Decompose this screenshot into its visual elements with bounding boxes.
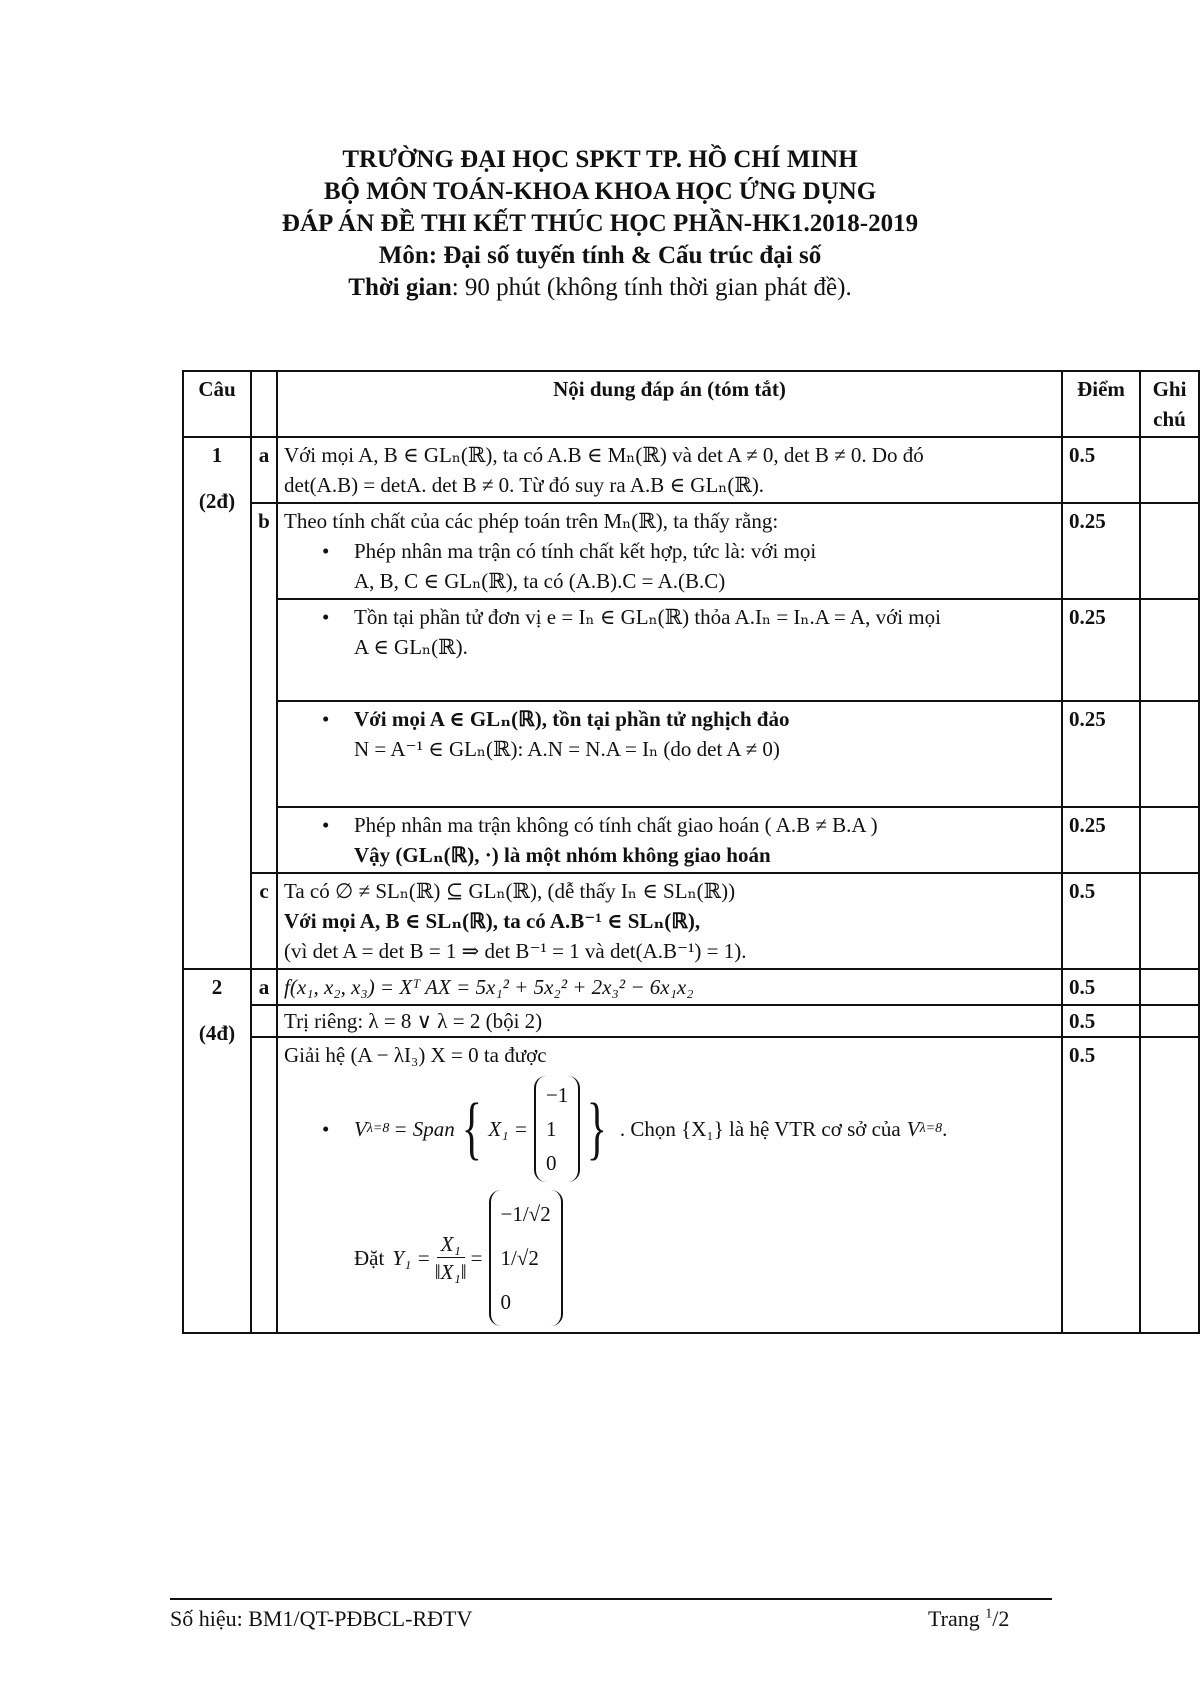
q2-eig-part bbox=[251, 1005, 277, 1037]
y1-definition bbox=[284, 1190, 1055, 1326]
q1a-label: a bbox=[251, 437, 277, 503]
q2-solve-note bbox=[1140, 1037, 1199, 1333]
q1-number: 1 bbox=[211, 443, 223, 467]
q2-eigen-content: Trị riêng: λ = 8 ∨ λ = 2 (bội 2) bbox=[277, 1005, 1062, 1037]
table-row bbox=[183, 437, 1199, 503]
v-subscript: λ=8 bbox=[366, 1121, 390, 1136]
q1b1-line2: A, B, C ∈ GLₙ(ℝ), ta có (A.B).C = A.(B.C) bbox=[354, 569, 726, 593]
q1c-line1: Ta có ∅ ≠ SLₙ(ℝ) ⊆ GLₙ(ℝ), (dễ thấy Iₙ ∈ SLₙ(ℝ)) bbox=[284, 879, 736, 903]
footer-divider bbox=[170, 1598, 1052, 1600]
q1b1-note bbox=[1140, 503, 1199, 599]
q1c-note bbox=[1140, 873, 1199, 969]
dat-label: Đặt bbox=[354, 1246, 385, 1270]
q1b1-score: 0.25 bbox=[1062, 503, 1140, 599]
time-line bbox=[0, 272, 1200, 304]
q2a-note bbox=[1140, 969, 1199, 1005]
q1b4-line2: Vậy (GLₙ(ℝ), ·) là một nhóm không giao hoán bbox=[354, 843, 771, 867]
q1b2-bullet bbox=[284, 602, 1055, 662]
time-label: Thời gian bbox=[348, 274, 452, 301]
q2-solve-score: 0.5 bbox=[1062, 1037, 1140, 1333]
q1b2-content bbox=[277, 599, 1062, 701]
x1-entry-3: 0 bbox=[545, 1151, 557, 1175]
q1b2-line1: Tồn tại phần tử đơn vị e = Iₙ ∈ GLₙ(ℝ) thỏa A.Iₙ = Iₙ.A = A, với mọi bbox=[354, 605, 941, 629]
normalize-fraction bbox=[435, 1231, 467, 1286]
q1b2-note bbox=[1140, 599, 1199, 701]
header-part bbox=[251, 371, 277, 437]
table-row bbox=[183, 873, 1199, 969]
q1b3-bullet bbox=[284, 704, 1055, 764]
x1-entry-1: −1 bbox=[545, 1083, 569, 1107]
v-subscript-2: λ=8 bbox=[919, 1121, 943, 1136]
bullet-icon: • bbox=[322, 1117, 330, 1141]
q2-solve-part bbox=[251, 1037, 277, 1333]
q1c-line3: (vì det A = det B = 1 ⇒ det B⁻¹ = 1 và det(A.B⁻¹) = 1). bbox=[284, 939, 747, 963]
bullet-icon: • bbox=[322, 707, 330, 731]
span-set bbox=[455, 1076, 614, 1182]
y1-vector bbox=[489, 1190, 563, 1326]
table-row bbox=[183, 599, 1199, 701]
q2-solve-intro: Giải hệ (A − λI₃) X = 0 ta được bbox=[284, 1043, 547, 1067]
q1b4-bullet bbox=[284, 810, 1055, 870]
x1-label: X₁ = bbox=[488, 1117, 528, 1141]
q1a-score: 0.5 bbox=[1062, 437, 1140, 503]
header-diem: Điểm bbox=[1062, 371, 1140, 437]
q1b1-line1: Phép nhân ma trận có tính chất kết hợp, tức là: với mọi bbox=[354, 539, 817, 563]
header-cau: Câu bbox=[183, 371, 251, 437]
q1a-line2: det(A.B) = detA. det B ≠ 0. Từ đó suy ra A.B ∈ GLₙ(ℝ). bbox=[284, 473, 765, 497]
q1b4-line1: Phép nhân ma trận không có tính chất giao hoán ( A.B ≠ B.A ) bbox=[354, 813, 878, 837]
q2-span-bullet bbox=[284, 1076, 1055, 1182]
q2-cell bbox=[183, 969, 251, 1333]
q1b1-content bbox=[277, 503, 1062, 599]
q2-eigen-note bbox=[1140, 1005, 1199, 1037]
q2-number: 2 bbox=[211, 975, 223, 999]
school-name: TRƯỜNG ĐẠI HỌC SPKT TP. HỒ CHÍ MINH bbox=[342, 146, 858, 173]
header-noidung: Nội dung đáp án (tóm tắt) bbox=[277, 371, 1062, 437]
q1-cell bbox=[183, 437, 251, 969]
bullet-icon: • bbox=[322, 813, 330, 837]
time-value: : 90 phút (không tính thời gian phát đề). bbox=[451, 274, 852, 301]
document-code: Số hiệu: BM1/QT-PĐBCL-RĐTV bbox=[170, 1606, 473, 1631]
x1-vector bbox=[534, 1076, 580, 1182]
q1a-note bbox=[1140, 437, 1199, 503]
q1b4-score: 0.25 bbox=[1062, 807, 1140, 873]
table-row bbox=[183, 1005, 1199, 1037]
q1b2-score: 0.25 bbox=[1062, 599, 1140, 701]
choose-text: . Chọn {X₁} là hệ VTR cơ sở của bbox=[619, 1117, 901, 1141]
v-symbol-2: V bbox=[906, 1117, 920, 1141]
equals-sign: = bbox=[470, 1246, 483, 1270]
q2a-score: 0.5 bbox=[1062, 969, 1140, 1005]
v-symbol: V bbox=[354, 1117, 367, 1141]
table-row bbox=[183, 1037, 1199, 1333]
header-ghichu: Ghi chú bbox=[1140, 371, 1199, 437]
q1b3-content bbox=[277, 701, 1062, 807]
y1-entry-1: −1/√2 bbox=[500, 1202, 551, 1226]
q1b1-bullet bbox=[284, 536, 1055, 596]
q1c-score: 0.5 bbox=[1062, 873, 1140, 969]
fraction-numerator: X₁ bbox=[437, 1231, 465, 1258]
q1a-content bbox=[277, 437, 1062, 503]
table-row bbox=[183, 701, 1199, 807]
bullet-icon: • bbox=[322, 539, 330, 563]
q2-eigen-score: 0.5 bbox=[1062, 1005, 1140, 1037]
q1b-intro: Theo tính chất của các phép toán trên Mₙ(ℝ), ta thấy rằng: bbox=[284, 509, 779, 533]
q1c-line2: Với mọi A, B ∈ SLₙ(ℝ), ta có A.B⁻¹ ∈ SLₙ(ℝ), bbox=[284, 909, 701, 933]
bullet-icon: • bbox=[322, 605, 330, 629]
table-row bbox=[183, 807, 1199, 873]
document-header bbox=[0, 144, 1200, 304]
q2-points: (4đ) bbox=[198, 1021, 236, 1045]
q1a-line1: Với mọi A, B ∈ GLₙ(ℝ), ta có A.B ∈ Mₙ(ℝ) và det A ≠ 0, det B ≠ 0. Do đó bbox=[284, 443, 924, 467]
q1b4-content bbox=[277, 807, 1062, 873]
q1b3-line1: Với mọi A ∈ GLₙ(ℝ), tồn tại phần tử nghịch đảo bbox=[354, 707, 790, 731]
y1-entry-3: 0 bbox=[500, 1290, 511, 1314]
table-header-row bbox=[183, 371, 1199, 437]
page-number: 1 bbox=[985, 1606, 993, 1622]
page-indicator bbox=[928, 1606, 1009, 1632]
q1-points: (2đ) bbox=[198, 489, 236, 513]
answer-table bbox=[182, 370, 1200, 1334]
q1b3-line2: N = A⁻¹ ∈ GLₙ(ℝ): A.N = N.A = Iₙ (do det A ≠ 0) bbox=[354, 737, 780, 761]
q1b3-score: 0.25 bbox=[1062, 701, 1140, 807]
q1c-label: c bbox=[251, 873, 277, 969]
department-name: BỘ MÔN TOÁN-KHOA KHOA HỌC ỨNG DỤNG bbox=[323, 178, 877, 205]
x1-entry-2: 1 bbox=[545, 1117, 557, 1141]
y1-entry-2: 1/√2 bbox=[500, 1246, 539, 1270]
choose-end: . bbox=[942, 1117, 948, 1141]
page-label: Trang bbox=[928, 1606, 980, 1631]
page-total: /2 bbox=[992, 1606, 1010, 1631]
q1b2-line2: A ∈ GLₙ(ℝ). bbox=[354, 635, 468, 659]
table-row bbox=[183, 969, 1199, 1005]
exam-title: ĐÁP ÁN ĐỀ THI KẾT THÚC HỌC PHẦN-HK1.2018-2019 bbox=[281, 210, 919, 237]
q2-solve-content bbox=[277, 1037, 1062, 1333]
q2a-content: f(x₁, x₂, x₃) = Xᵀ AX = 5x₁² + 5x₂² + 2x₃² − 6x₁x₂ bbox=[277, 969, 1062, 1005]
q2a-label: a bbox=[251, 969, 277, 1005]
q1b3-note bbox=[1140, 701, 1199, 807]
left-brace-icon: { bbox=[461, 1090, 482, 1167]
table-row bbox=[183, 503, 1199, 599]
subject-line: Môn: Đại số tuyến tính & Cấu trúc đại số bbox=[378, 242, 822, 269]
y1-label: Y₁ = bbox=[392, 1246, 431, 1270]
q1b4-note bbox=[1140, 807, 1199, 873]
q1b-label: b bbox=[251, 503, 277, 873]
right-brace-icon: } bbox=[587, 1090, 608, 1167]
q1c-content bbox=[277, 873, 1062, 969]
span-label: = Span bbox=[393, 1117, 455, 1141]
fraction-denominator: ‖X₁‖ bbox=[434, 1259, 467, 1284]
